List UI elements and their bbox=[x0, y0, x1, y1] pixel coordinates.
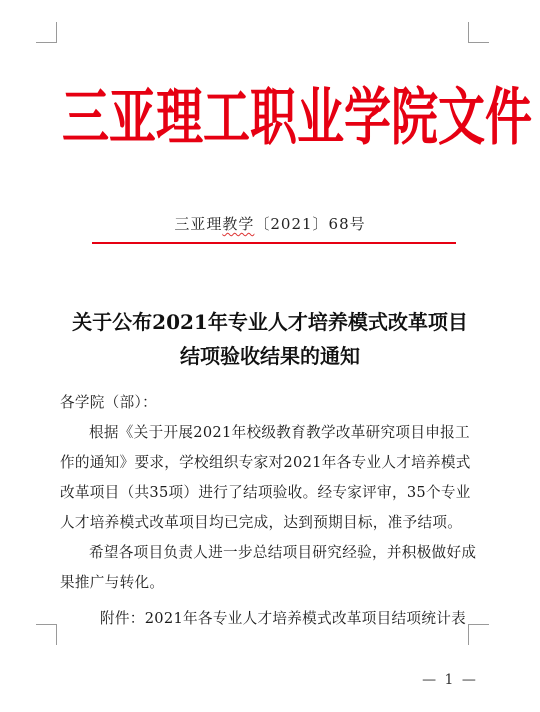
attachment-text: 2021年各专业人才培养模式改革项目结项统计表 bbox=[144, 610, 467, 627]
body-paragraph-2: 希望各项目负责人进一步总结项目研究经验，并积极做好成果推广与转化。 bbox=[60, 544, 477, 591]
notice-body bbox=[60, 388, 480, 598]
doc-number-underlined: 教学 bbox=[222, 215, 255, 233]
notice-title bbox=[0, 305, 540, 373]
document-number bbox=[0, 213, 540, 234]
doc-number-suffix: 〔2021〕68号 bbox=[254, 215, 366, 233]
salutation: 各学院（部）： bbox=[60, 394, 157, 411]
crop-mark-top-left bbox=[36, 22, 57, 43]
institution-document-header: 三亚理工职业学院文件 bbox=[62, 81, 532, 155]
crop-mark-top-right bbox=[468, 22, 489, 43]
attachment-line bbox=[100, 606, 500, 632]
doc-number-prefix: 三亚理 bbox=[174, 215, 223, 233]
notice-title-line-2: 结项验收结果的通知 bbox=[180, 344, 360, 368]
crop-mark-bottom-left bbox=[36, 624, 57, 645]
page-number: — 1 — bbox=[422, 672, 478, 688]
notice-title-line-1: 关于公布2021年专业人才培养模式改革项目 bbox=[72, 310, 468, 334]
body-paragraph-1: 根据《关于开展2021年校级教育教学改革研究项目申报工作的通知》要求，学校组织专家对2021年各专业人才培养模式改革项目（共35项）进行了结项验收。经专家评审，35个专业人才培养模式改革项目均已完成，达到预期目标，准予结项。 bbox=[60, 424, 471, 531]
red-separator-line bbox=[92, 242, 456, 244]
attachment-label: 附件： bbox=[100, 610, 145, 627]
